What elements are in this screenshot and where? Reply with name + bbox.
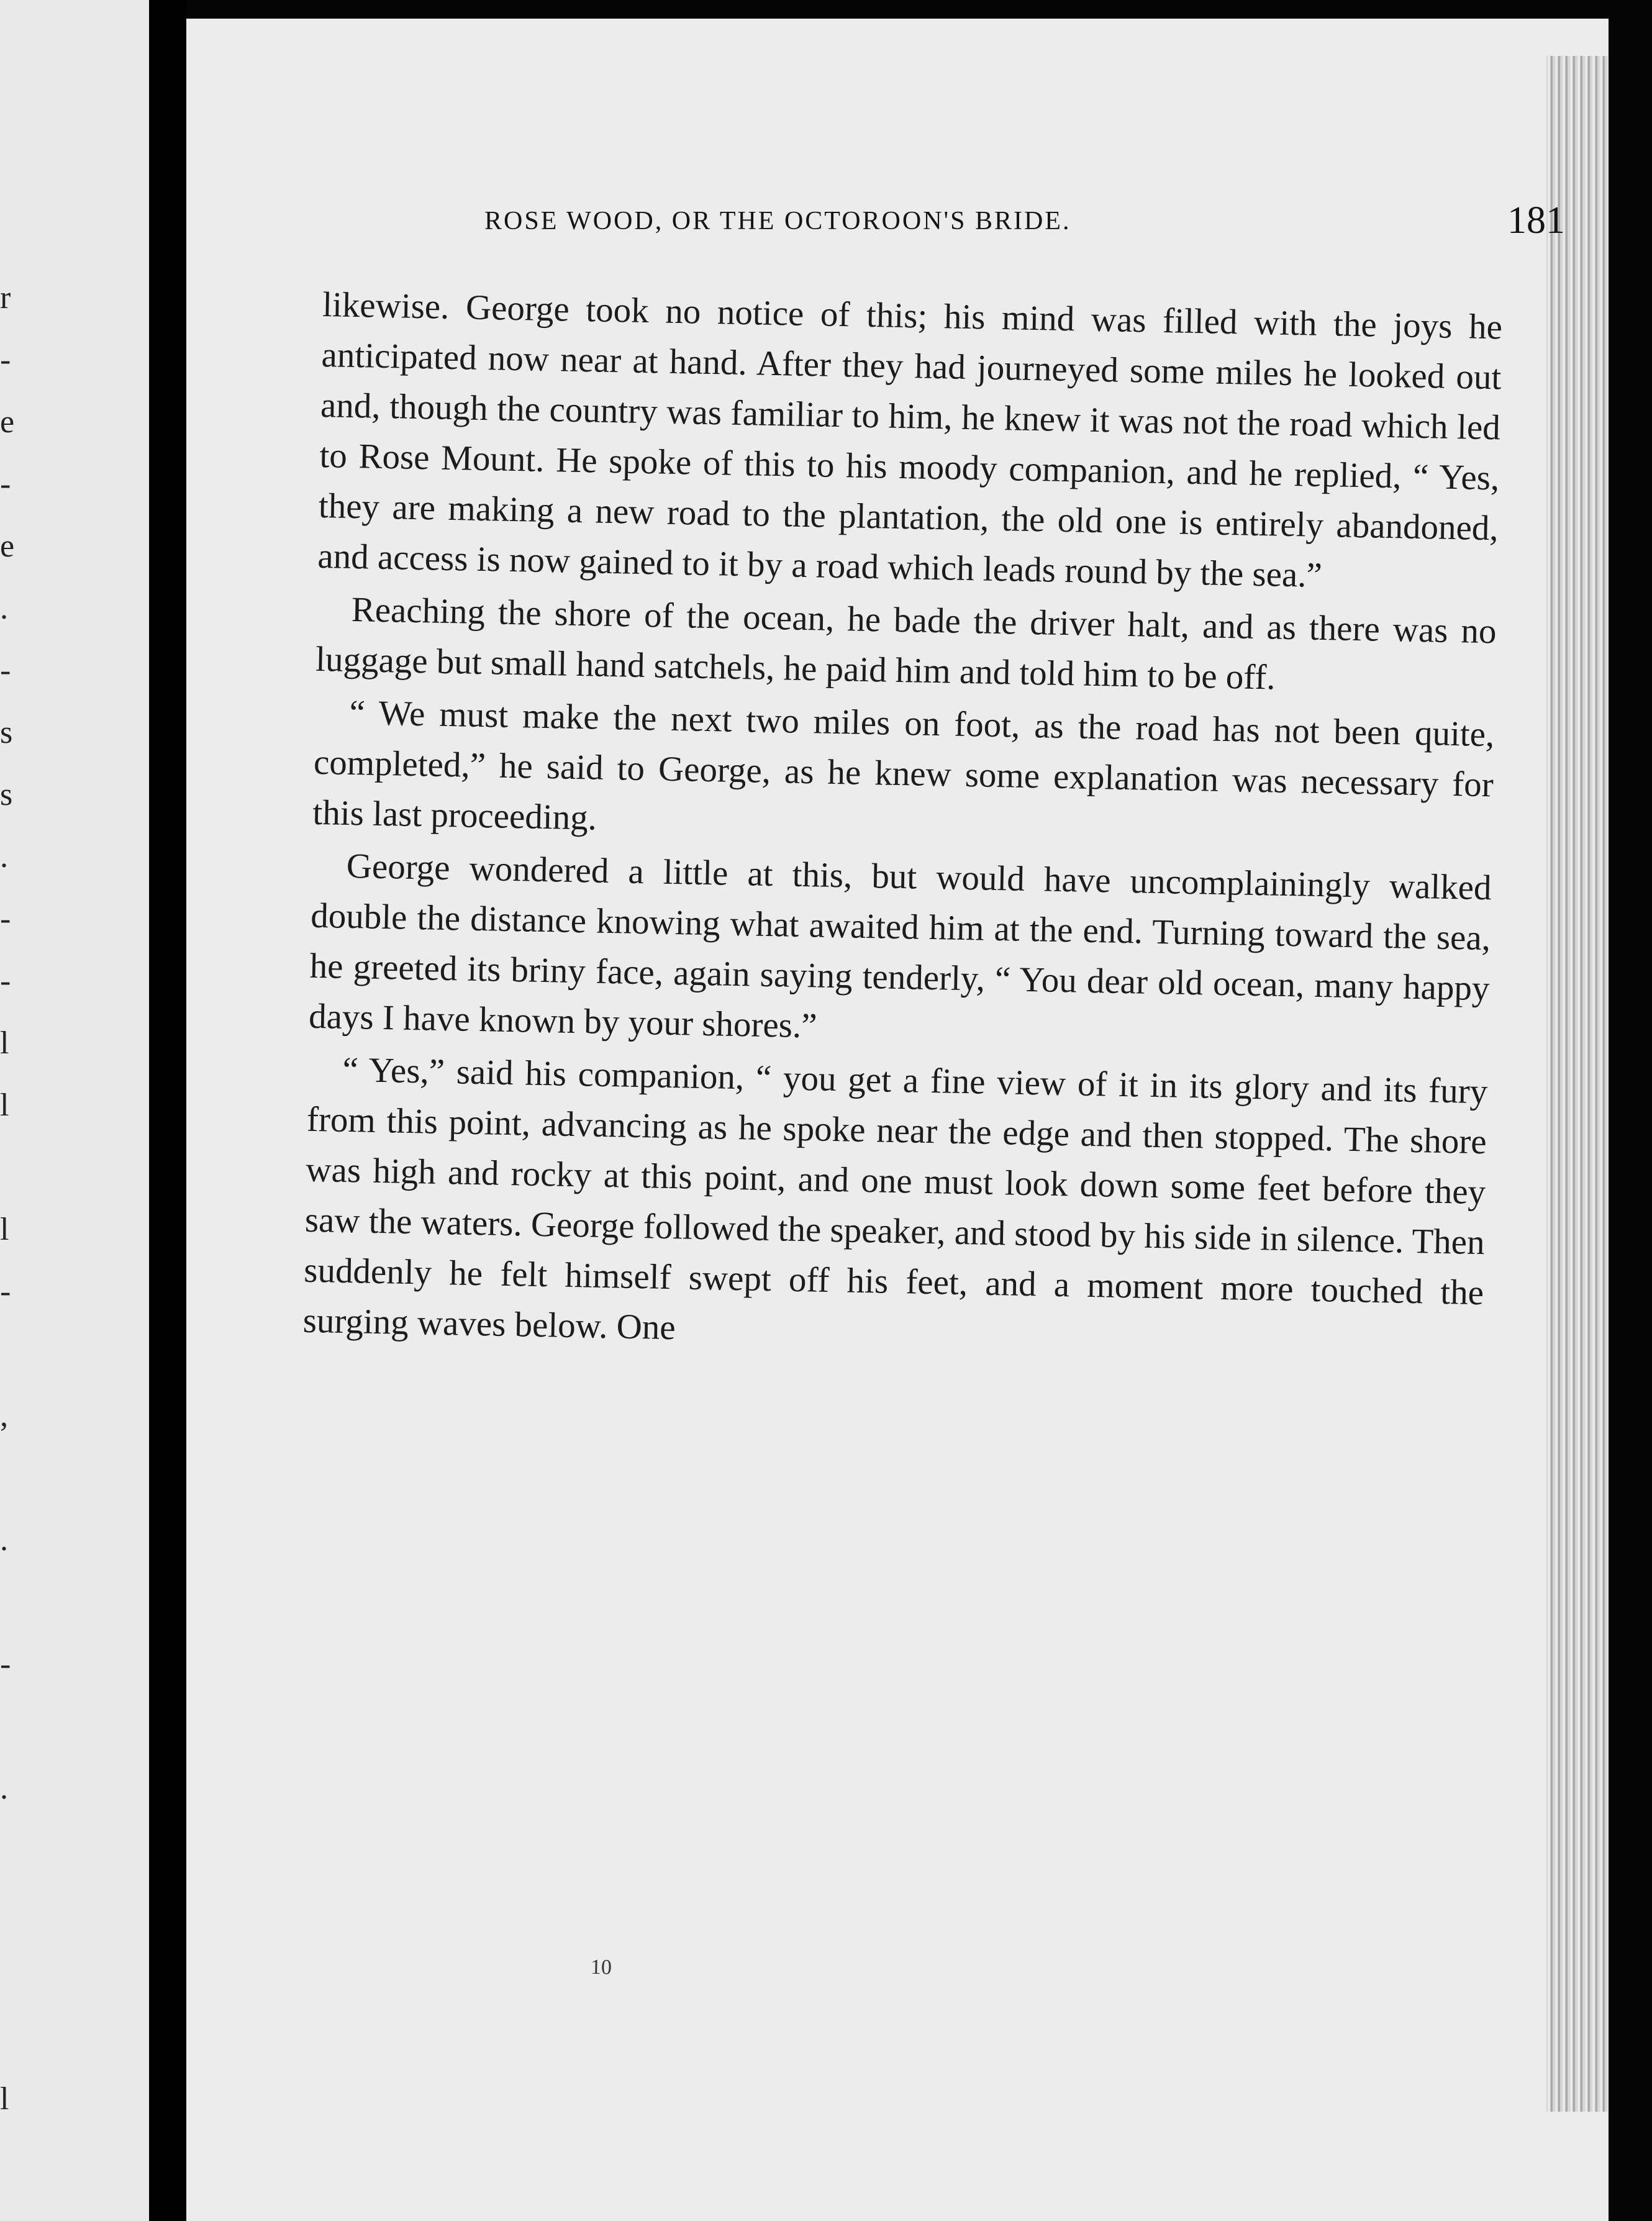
edge-char: - [0,901,11,937]
page-number: 181 [1507,199,1565,242]
edge-char [0,1447,25,1509]
running-title: ROSE WOOD, OR THE OCTOROON'S BRIDE. [484,207,1071,235]
edge-char: , [0,1398,8,1433]
edge-char: - [0,342,11,378]
edge-char [0,1137,25,1199]
paragraph: “ Yes,” said his companion, “ you get a fine view of it in its glory and its fury from this point, advancing as he spoke near the edge and then stopped. The shore was high and rocky at this point, and one must look down some feet before they saw the waters. George followed the speaker, and stood by his side in silence. Then suddenly he felt himself swept off his feet, and a moment more touched the surging waves below. One [302,1050,1488,1348]
edge-char [0,1696,25,1758]
edge-char: e [0,529,15,564]
paragraph: George wondered a little at this, but would have uncomplainingly walked double the distance knowing what awaited him at the end. Turning toward the sea, he greeted its briny face, again saying tenderly, “ You dear old ocean, many happy days I have known by your shores.” [308,846,1492,1046]
edge-char [0,2006,25,2068]
edge-char: e [0,404,15,440]
edge-char: . [0,591,8,626]
left-page [0,0,168,2221]
paragraph: likewise. George took no notice of this; his mind was filled with the joys he anticipated now near at hand. After they had journeyed some miles he looked out and, though the country was familiar to him, he knew it was not the road which led to Rose Mount. He spoke of this to his moody companion, and he replied, “ Yes, they are making a new road to the plantation, the old one is entirely abandoned, and access is now gained to it by a road which leads round by the sea.” [317,284,1503,595]
edge-char: l [0,1025,9,1061]
right-page [186,19,1609,2221]
edge-char: . [0,1771,8,1806]
edge-char: s [0,715,13,750]
paragraph: Reaching the shore of the ocean, he bade the driver halt, and as there was no luggage but small hand satchels, he paid him and told him to be off. [315,589,1497,697]
edge-char [0,1944,25,2006]
left-page-edge-text [0,267,25,2130]
edge-char [0,1820,25,1882]
book-gutter [149,0,186,2221]
edge-char [0,1323,25,1385]
edge-char: s [0,777,13,812]
signature-mark: 10 [590,1955,612,1979]
edge-char: - [0,653,11,688]
page-edge-stack [1546,56,1609,2112]
edge-char: l [0,2081,9,2117]
edge-char: . [0,1522,8,1558]
edge-char: . [0,839,8,874]
edge-char: - [0,466,11,502]
edge-char: r [0,280,11,316]
body-text [302,279,1503,1979]
running-head [484,199,1577,261]
edge-char: - [0,1646,11,1682]
edge-char: l [0,1088,9,1123]
edge-char: l [0,1212,9,1247]
edge-char: - [0,1274,11,1309]
edge-char [0,1882,25,1944]
edge-char [0,1571,25,1633]
paragraph: “ We must make the next two miles on foot, as the road has not been quite, completed,” he said to George, as he knew some explanation was necessary for this last proceeding. [312,693,1495,838]
edge-char: - [0,963,11,999]
